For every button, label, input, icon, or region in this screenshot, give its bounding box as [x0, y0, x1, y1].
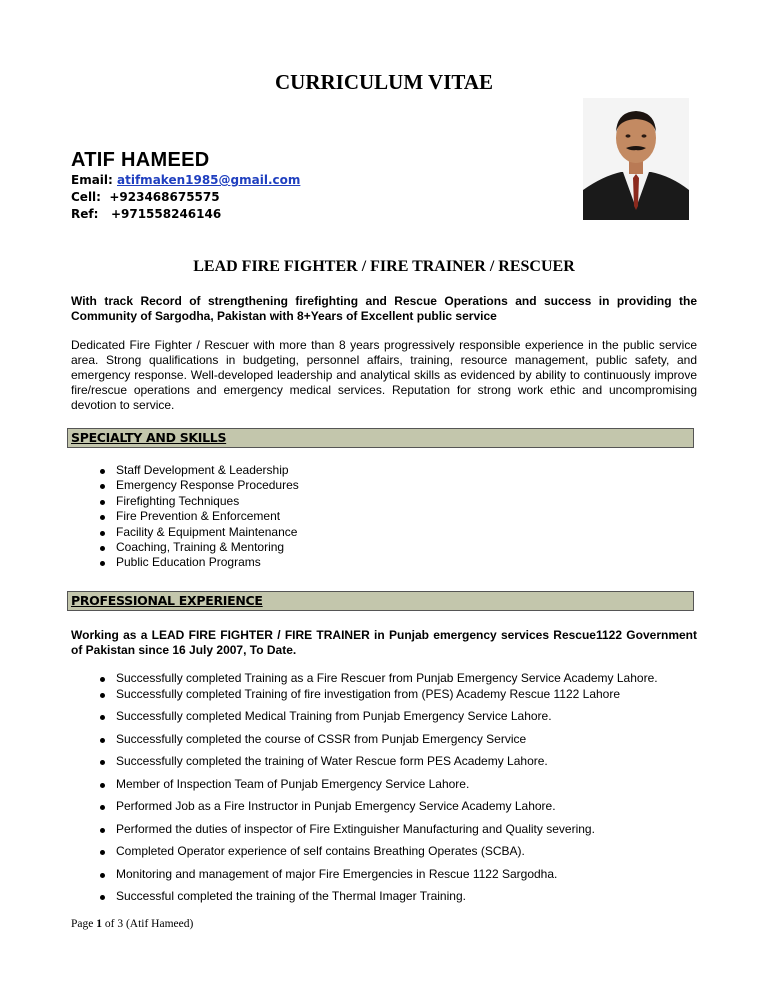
experience-section-header	[67, 591, 694, 611]
ref-line	[71, 207, 221, 221]
summary-body: Dedicated Fire Fighter / Rescuer with more than 8 years progressively responsible experience in the public service area. Strong qualifications in budgeting, personnel affairs, training, resource management, public safety, and emergency response. Well-developed leadership and analytical skills as evidenced by ability to continuously improve fire/rescue operations and emergency medical services. Reputation for strong work ethic and uncompromising devotion to service.	[71, 338, 697, 412]
list-item: Member of Inspection Team of Punjab Emergency Service Lahore.	[97, 777, 469, 791]
list-item: Monitoring and management of major Fire Emergencies in Rescue 1122 Sargodha.	[97, 867, 557, 881]
skills-section-header	[67, 428, 694, 448]
role-title: LEAD FIRE FIGHTER / FIRE TRAINER / RESCUER	[193, 258, 575, 275]
list-item: Successfully completed the course of CSSR from Punjab Emergency Service	[97, 732, 526, 746]
ref-number: +971558246146	[110, 207, 222, 221]
list-item: Emergency Response Procedures	[97, 478, 299, 493]
list-item: Coaching, Training & Mentoring	[97, 540, 299, 555]
skills-heading: SPECIALTY AND SKILLS	[71, 430, 227, 445]
list-item: Facility & Equipment Maintenance	[97, 525, 299, 540]
list-item: Staff Development & Leadership	[97, 463, 299, 478]
list-item: Performed Job as a Fire Instructor in Punjab Emergency Service Academy Lahore.	[97, 799, 556, 813]
ref-label: Ref:	[71, 207, 99, 221]
cell-label: Cell:	[71, 190, 101, 204]
experience-heading: PROFESSIONAL EXPERIENCE	[71, 593, 263, 608]
document-title: CURRICULUM VITAE	[275, 70, 493, 94]
list-item: Successfully completed Medical Training from Punjab Emergency Service Lahore.	[97, 709, 552, 723]
footer-of-label: of 3 (Atif Hameed)	[104, 918, 194, 930]
candidate-name: ATIF HAMEED	[71, 149, 210, 171]
experience-intro: Working as a LEAD FIRE FIGHTER / FIRE TRAINER in Punjab emergency services Rescue1122 Government of Pakistan since 16 July 2007, To Date.	[71, 628, 697, 657]
cell-line	[71, 190, 220, 204]
list-item: Successfully completed Training of fire investigation from (PES) Academy Rescue 1122 Lahore	[97, 687, 620, 701]
list-item: Public Education Programs	[97, 555, 299, 570]
page-footer	[71, 918, 193, 930]
list-item: Firefighting Techniques	[97, 494, 299, 509]
summary-headline: With track Record of strengthening firefighting and Rescue Operations and success in providing the Community of Sargodha, Pakistan with 8+Years of Excellent public service	[71, 294, 697, 323]
list-item: Successful completed the training of the Thermal Imager Training.	[97, 889, 466, 903]
skills-list	[97, 463, 299, 571]
footer-page-label: Page	[71, 918, 94, 930]
email-line	[71, 173, 300, 187]
cell-number: +923468675575	[109, 190, 220, 204]
list-item: Successfully completed the training of Water Rescue form PES Academy Lahore.	[97, 754, 548, 768]
list-item: Performed the duties of inspector of Fire Extinguisher Manufacturing and Quality severing.	[97, 822, 595, 836]
footer-page-number: 1	[96, 918, 102, 930]
profile-photo	[583, 98, 689, 220]
list-item: Completed Operator experience of self contains Breathing Operates (SCBA).	[97, 844, 525, 858]
list-item: Fire Prevention & Enforcement	[97, 509, 299, 524]
list-item: Successfully completed Training as a Fire Rescuer from Punjab Emergency Service Academy Lahore.	[97, 671, 658, 685]
email-label: Email:	[71, 173, 113, 187]
email-link[interactable]: atifmaken1985@gmail.com	[117, 173, 301, 187]
